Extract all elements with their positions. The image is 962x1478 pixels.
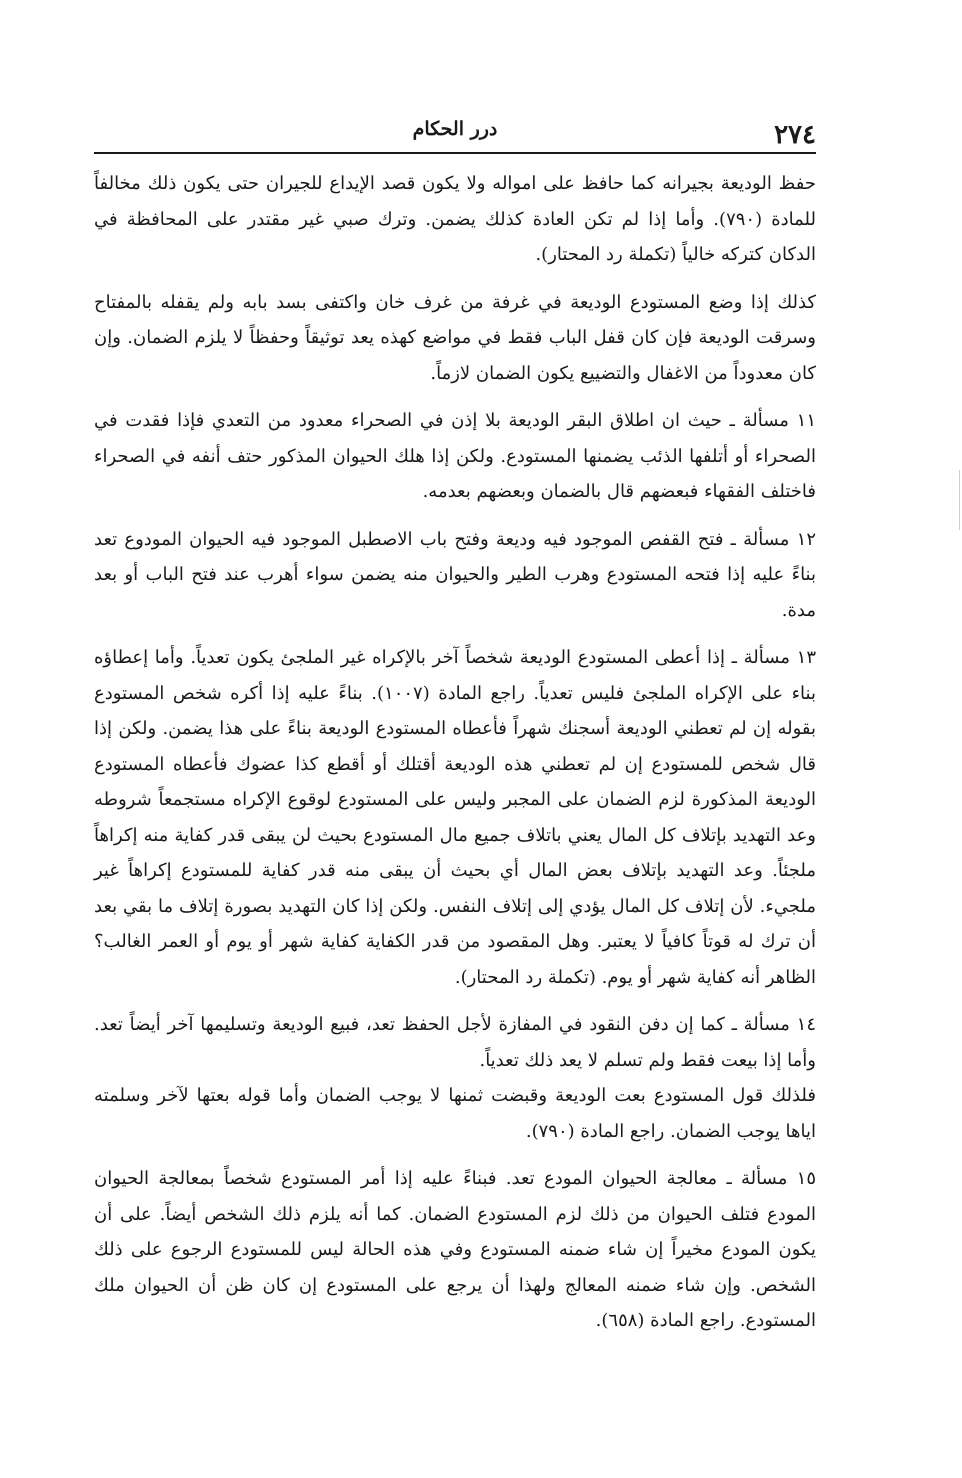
- paragraph-issue-12: ١٢ مسألة ـ فتح القفص الموجود فيه وديعة وفتح باب الاصطبل الموجود فيه الحيوان المودوع تعد بناءً عليه إذا فتحه المستودع وهرب الطير والحيوان منه يضمن سواء أهرب عند فتح الباب أو بعد مدة.: [94, 528, 816, 621]
- paragraph-issue-15: ١٥ مسألة ـ معالجة الحيوان المودع تعد. فبناءً عليه إذا أمر المستودع شخصاً بمعالجة الحيوان المودع فتلف الحيوان من ذلك لزم المستودع الضمان. كما أنه يلزم ذلك الشخص أيضاً. على أن يكون المودع مخيراً إن شاء ضمنه المستودع وفي هذه الحالة ليس للمستودع الرجوع على ذلك الشخص. وإن شاء ضمنه المعالج ولهذا أن يرجع على المستودع إن كان ظن أن الحيوان ملك المستودع. راجع المادة (٦٥٨).: [94, 1168, 817, 1331]
- paragraph-issue-14: ١٤ مسألة ـ كما إن دفن النقود في المفازة لأجل الحفظ تعد، فبيع الوديعة وتسليمها آخر أيضاً تعد. وأما إذا بيعت فقط ولم تسلم لا يعد ذلك تعدياً.: [94, 1014, 816, 1071]
- page-edge-mark: [959, 470, 960, 530]
- paragraph-issue-11: ١١ مسألة ـ حيث ان اطلاق البقر الوديعة بلا إذن في الصحراء معدود من التعدي فإذا فقدت في الصحراء أو أتلفها الذئب يضمنها المستودع. ولكن إذا هلك الحيوان المذكور حتف أنفه في الصحراء فاختلف الفقهاء فبعضهم قال بالضمان وبعضهم بعدمه.: [94, 410, 816, 502]
- paragraph-issue-13: ١٣ مسألة ـ إذا أعطى المستودع الوديعة شخصاً آخر بالإكراه غير الملجئ يكون تعدياً. وأما إعطاؤه بناء على الإكراه الملجئ فليس تعدياً. راجع المادة (١٠٠٧). بناءً عليه إذا أكره شخص المستودع بقوله إن لم تعطني الوديعة أسجنك شهراً فأعطاه المستودع الوديعة بناءً على هذا يضمن. ولكن إذا قال شخص للمستودع إن لم تعطني هذه الوديعة أقتلك أو أقطع كذا عضوك فأعطاه المستودع الوديعة المذكورة لزم الضمان على المجبر وليس على المستودع لوقوع الإكراه مستجمعاً شروطه وعد التهديد بإتلاف كل المال يعني باتلاف جميع مال المستودع بحيث لن يبقى قدر كفاية منه إكراهاً ملجئاً. وعد التهديد بإتلاف بعض المال أي بحيث أن يبقى منه قدر كفاية للمستودع إكراهاً غير ملجيء. لأن إتلاف كل المال يؤدي إلى إتلاف النفس. ولكن إذا كان التهديد بصورة إتلاف ما بقي بعد أن ترك له قوتاً كافياً لا يعتبر. وهل المقصود من قدر الكفاية كفاية شهر أو يوم أو العمر الغالب؟ الظاهر أنه كفاية شهر أو يوم. (تكملة رد المحتار).: [94, 647, 816, 988]
- paragraph-issue-14-continued: فلذلك قول المستودع بعت الوديعة وقبضت ثمنها لا يوجب الضمان وأما قوله بعتها لآخر وسلمته اياها يوجب الضمان. راجع المادة (٧٩٠).: [94, 1085, 816, 1142]
- paragraph-1: حفظ الوديعة بجيرانه كما حافظ على امواله ولا يكون قصد الإيداع للجيران حتى يكون ذلك مخالفاً للمادة (٧٩٠). وأما إذا لم تكن العادة كذلك يضمن. وترك صبي غير مقتدر على المحافظة في الدكان كتركه خالياً (تكملة رد المحتار).: [94, 173, 816, 265]
- running-title: درر الحكام: [412, 118, 498, 140]
- paragraph-2: كذلك إذا وضع المستودع الوديعة في غرفة من غرف خان واكتفى بسد بابه ولم يقفله بالمفتاح وسرقت الوديعة فإن كان قفل الباب فقط في مواضع كهذه يعد توثيقاً وحفظاً لا يلزم الضمان. وإن كان معدوداً من الاغفال والتضييع يكون الضمان لازماً.: [94, 291, 816, 384]
- page-number: ٢٧٤: [774, 120, 816, 150]
- page-header: [94, 108, 816, 154]
- body-text: [94, 166, 816, 1339]
- page: [94, 108, 816, 1351]
